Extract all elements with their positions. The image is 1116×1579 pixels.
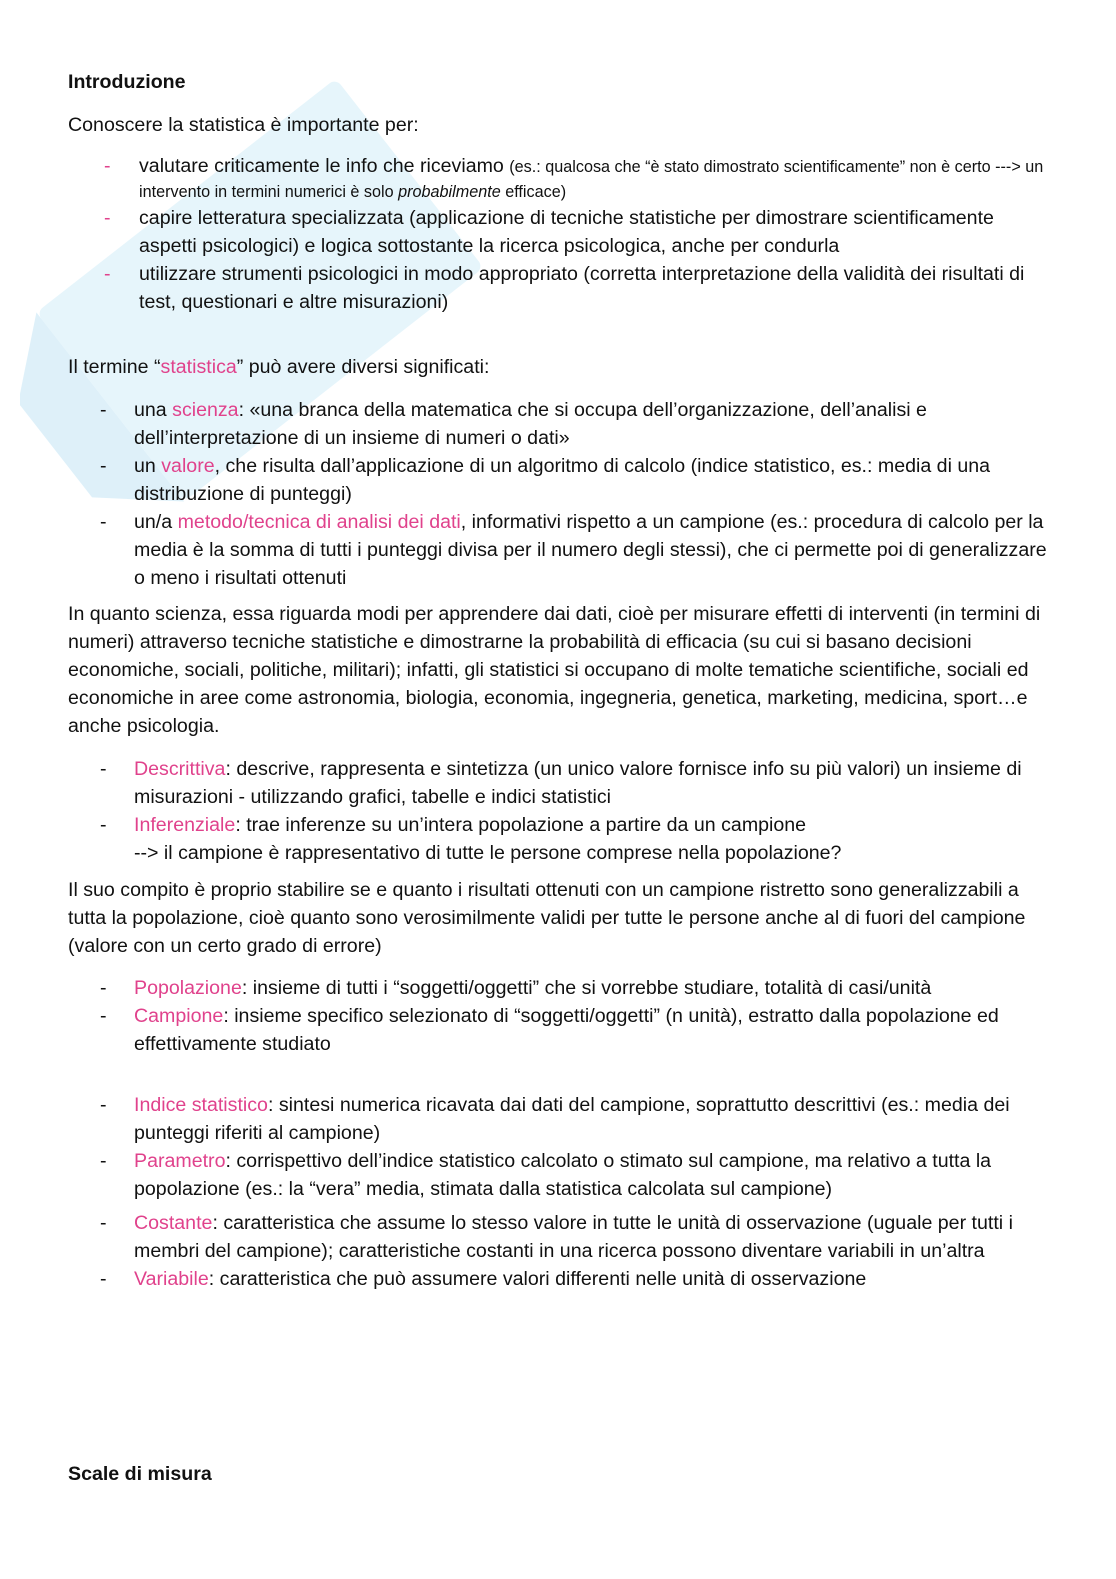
list-item bbox=[68, 204, 1053, 260]
types-list bbox=[68, 755, 1053, 867]
item-text: : descrive, rappresenta e sintetizza (un unico valore fornisce info su più valori) un insieme di misurazioni - utilizzando grafici, tabelle e indici statistici bbox=[134, 758, 1022, 808]
list-marker: - bbox=[100, 1268, 107, 1290]
list-item bbox=[68, 1147, 1053, 1203]
item-text-line2: --> il campione è rappresentativo di tutte le persone comprese nella popolazione? bbox=[134, 842, 842, 864]
lead-text-end: ” può avere diversi significati: bbox=[236, 356, 490, 378]
item-prefix: una bbox=[134, 399, 173, 421]
list-item bbox=[68, 974, 1053, 1002]
term-parametro: Parametro bbox=[134, 1150, 226, 1172]
meanings-lead bbox=[68, 353, 1053, 381]
list-item bbox=[68, 508, 1053, 592]
list-marker: - bbox=[100, 814, 107, 836]
item-text: : sintesi numerica ricavata dai dati del campione, soprattutto descrittivi (es.: media dei punteggi riferiti al campione) bbox=[134, 1094, 1010, 1144]
list-marker: - bbox=[100, 511, 107, 533]
item-text: capire letteratura specializzata (applicazione di tecniche statistiche per dimostrare scientificamente aspetti psicologici) e logica sottostante la ricerca psicologica, anche per condurla bbox=[139, 207, 994, 257]
term-indice-statistico: Indice statistico bbox=[134, 1094, 268, 1116]
definitions-group-2 bbox=[68, 1091, 1053, 1203]
lead-text: Il termine “ bbox=[68, 356, 161, 378]
list-item bbox=[68, 1091, 1053, 1147]
list-marker: - bbox=[104, 263, 111, 285]
section-heading-introduzione: Introduzione bbox=[68, 71, 186, 93]
definitions-group-3 bbox=[68, 1209, 1053, 1293]
item-text: , che risulta dall’applicazione di un algoritmo di calcolo (indice statistico, es.: media di una distribuzione di punteggi) bbox=[134, 455, 991, 505]
item-text: , informativi rispetto a un campione (es.: procedura di calcolo per la media è la somma di tutti i punteggi divisa per il numero degli stessi), che ci permette poi di generalizzare o meno i risultati ottenuti bbox=[134, 511, 1047, 589]
item-prefix: un/a bbox=[134, 511, 178, 533]
list-item bbox=[68, 1002, 1053, 1058]
list-marker: - bbox=[100, 1005, 107, 1027]
list-marker: - bbox=[100, 1212, 107, 1234]
term-scienza: scienza bbox=[172, 399, 239, 421]
term-descrittiva: Descrittiva bbox=[134, 758, 226, 780]
item-note: (es.: qualcosa che “è stato dimostrato scientificamente” non è certo ---> un intervento in termini numerici è solo bbox=[139, 158, 1044, 201]
science-paragraph: In quanto scienza, essa riguarda modi per apprendere dai dati, cioè per misurare effetti di interventi (in termini di numeri) attraverso tecniche statistiche e dimostrarne la probabilità di efficacia (su cui si basano decisioni economiche, sociali, politiche, militari); infatti, gli statistici si occupano di molte tematiche scientifiche, sociali ed economiche in aree come astronomia, biologia, economia, ingegneria, genetica, marketing, medicina, sport…e anche psicologia. bbox=[68, 603, 1041, 737]
list-marker: - bbox=[100, 977, 107, 999]
list-marker: - bbox=[100, 1150, 107, 1172]
list-item bbox=[68, 1209, 1053, 1265]
list-item bbox=[68, 755, 1053, 811]
list-item bbox=[68, 1265, 1053, 1293]
list-marker: - bbox=[104, 155, 111, 177]
term-valore: valore bbox=[161, 455, 215, 477]
meanings-list bbox=[68, 396, 1053, 592]
list-marker: - bbox=[100, 399, 107, 421]
term-inferenziale: Inferenziale bbox=[134, 814, 236, 836]
list-item bbox=[68, 396, 1053, 452]
term-statistica: statistica bbox=[160, 356, 237, 378]
item-text: : caratteristica che può assumere valori differenti nelle unità di osservazione bbox=[208, 1268, 867, 1290]
item-text: : trae inferenze su un’intera popolazione a partire da un campione bbox=[235, 814, 807, 836]
term-costante: Costante bbox=[134, 1212, 213, 1234]
item-text: : «una branca della matematica che si occupa dell’organizzazione, dell’analisi e dell’interpretazione di un insieme di numeri o dati» bbox=[134, 399, 927, 449]
intro-list bbox=[68, 154, 1053, 316]
item-text: valutare criticamente le info che riceviamo bbox=[139, 155, 504, 177]
list-marker: - bbox=[100, 1094, 107, 1116]
definitions-group-1 bbox=[68, 974, 1053, 1058]
item-note-emphasis: probabilmente bbox=[398, 183, 501, 201]
item-text: utilizzare strumenti psicologici in modo appropriato (corretta interpretazione della validità dei risultati di test, questionari e altre misurazioni) bbox=[139, 263, 1025, 313]
list-item bbox=[68, 452, 1053, 508]
item-note-end: efficace) bbox=[500, 183, 567, 201]
section-heading-scale-di-misura: Scale di misura bbox=[68, 1463, 212, 1485]
task-paragraph: Il suo compito è proprio stabilire se e quanto i risultati ottenuti con un campione ristretto sono generalizzabili a tutta la popolazione, cioè quanto sono verosimilmente validi per tutte le persone anche al di fuori del campione (valore con un certo grado di errore) bbox=[68, 879, 1026, 957]
intro-lead: Conoscere la statistica è importante per: bbox=[68, 114, 419, 136]
item-text: : insieme specifico selezionato di “soggetti/oggetti” (n unità), estratto dalla popolazione ed effettivamente studiato bbox=[134, 1005, 999, 1055]
list-item bbox=[68, 811, 1053, 867]
term-metodo: metodo/tecnica di analisi dei dati bbox=[177, 511, 461, 533]
item-text: : insieme di tutti i “soggetti/oggetti” che si vorrebbe studiare, totalità di casi/unità bbox=[241, 977, 932, 999]
list-marker: - bbox=[100, 758, 107, 780]
list-marker: - bbox=[100, 455, 107, 477]
item-prefix: un bbox=[134, 455, 162, 477]
term-popolazione: Popolazione bbox=[134, 977, 242, 999]
item-text: : caratteristica che assume lo stesso valore in tutte le unità di osservazione (uguale per tutti i membri del campione); caratteristiche costanti in una ricerca possono diventare variabili in un’altra bbox=[134, 1212, 1013, 1262]
item-text: : corrispettivo dell’indice statistico calcolato o stimato sul campione, ma relativo a tutta la popolazione (es.: la “vera” media, stimata dalla statistica calcolata sul campione) bbox=[134, 1150, 992, 1200]
term-variabile: Variabile bbox=[134, 1268, 209, 1290]
list-marker: - bbox=[104, 207, 111, 229]
term-campione: Campione bbox=[134, 1005, 224, 1027]
list-item bbox=[68, 154, 1053, 204]
list-item bbox=[68, 260, 1053, 316]
